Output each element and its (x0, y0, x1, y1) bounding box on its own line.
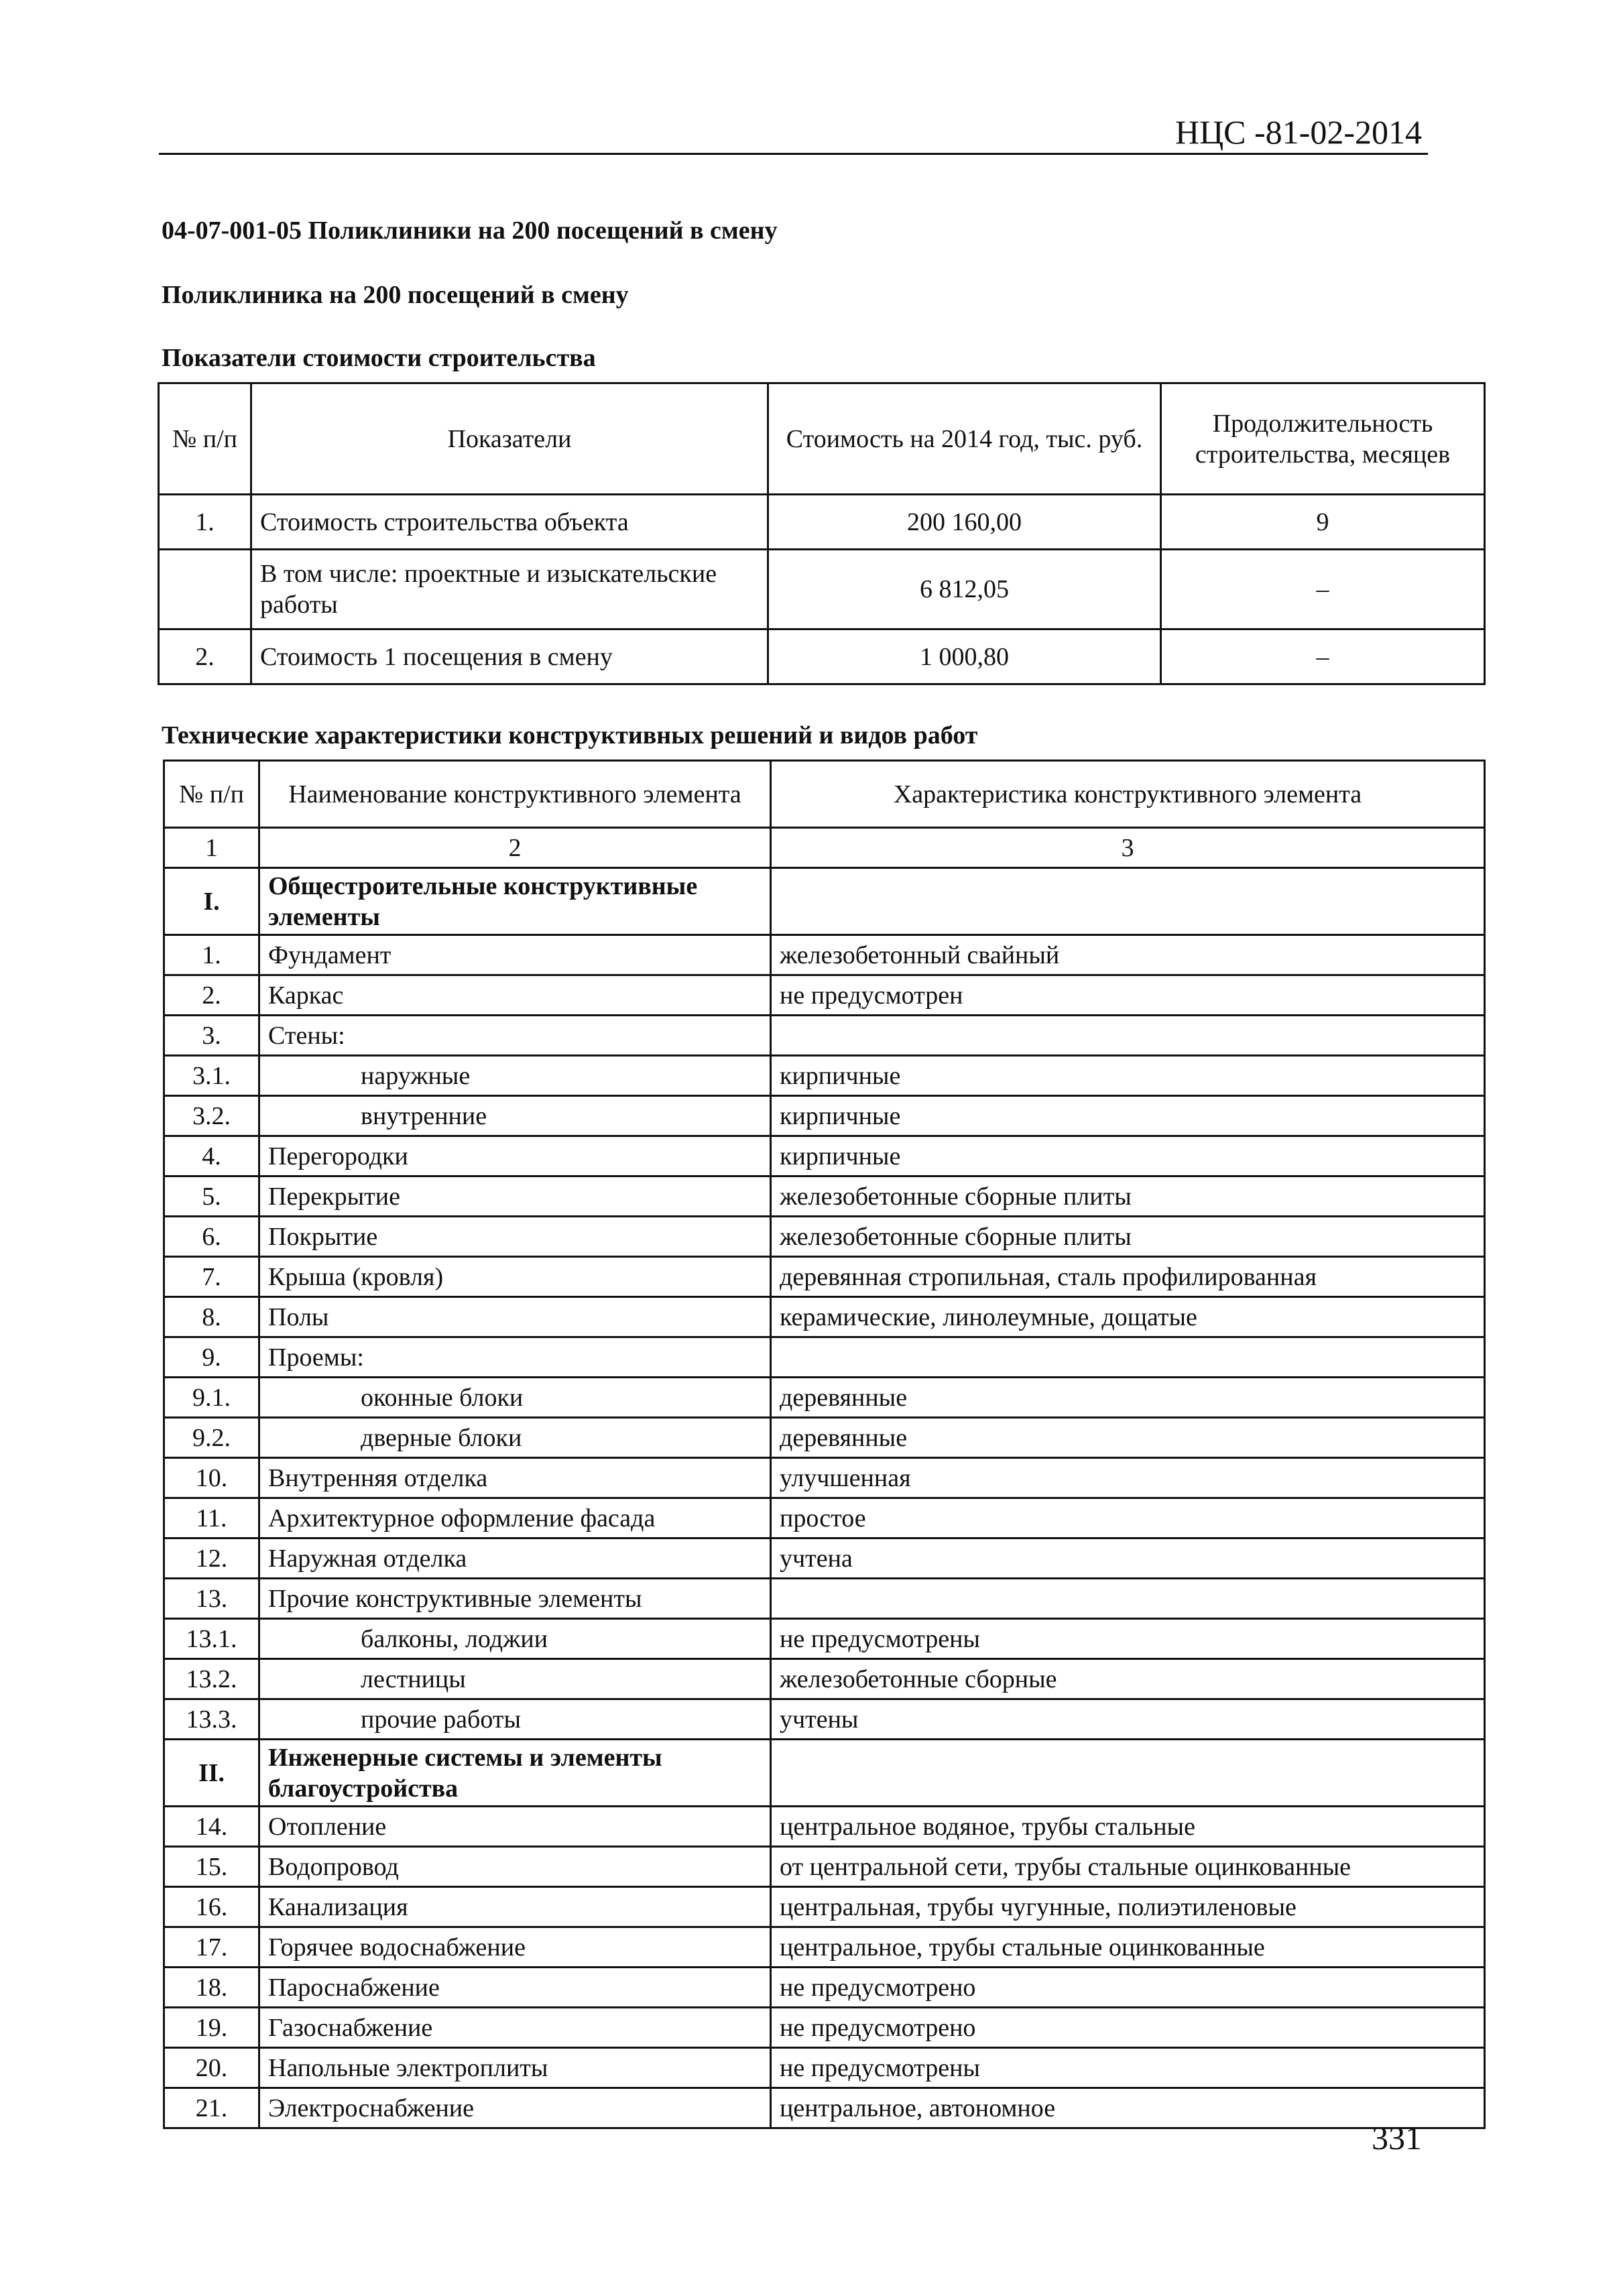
element-name: Проемы: (259, 1337, 771, 1378)
element-characteristic: учтены (771, 1699, 1485, 1740)
table-row (164, 1136, 1485, 1176)
page-number: 331 (1372, 2119, 1422, 2157)
element-characteristic: от центральной сети, трубы стальные оцинкованные (771, 1847, 1485, 1887)
indicator-name: Стоимость строительства объекта (251, 495, 768, 550)
row-number: 19. (164, 2008, 259, 2048)
tech-table (163, 760, 1486, 2129)
row-number: I. (164, 868, 259, 935)
table-row (159, 495, 1485, 550)
header-cell: Продолжительность строительства, месяцев (1161, 383, 1485, 495)
element-name: оконные блоки (259, 1378, 771, 1418)
table-row (164, 1847, 1485, 1887)
element-name: Электроснабжение (259, 2088, 771, 2128)
row-number: 13.1. (164, 1619, 259, 1659)
element-characteristic: улучшенная (771, 1458, 1485, 1498)
row-number: 8. (164, 1297, 259, 1337)
cost-table-header-row (159, 383, 1485, 495)
header-cell: № п/п (164, 761, 259, 828)
element-name: Канализация (259, 1887, 771, 1927)
element-name: Фундамент (259, 935, 771, 975)
row-number: 2. (164, 975, 259, 1016)
table-row (164, 1217, 1485, 1257)
element-characteristic: деревянная стропильная, сталь профилированная (771, 1257, 1485, 1297)
row-number: 4. (164, 1136, 259, 1176)
section-row (164, 868, 1485, 935)
element-name: Пароснабжение (259, 1968, 771, 2008)
row-number: 16. (164, 1887, 259, 1927)
row-number: 13. (164, 1579, 259, 1619)
element-name: внутренние (259, 1096, 771, 1136)
row-number: 3.2. (164, 1096, 259, 1136)
row-number: 7. (164, 1257, 259, 1297)
column-number: 2 (259, 828, 771, 868)
row-number: 1. (159, 495, 251, 550)
table-row (164, 1968, 1485, 2008)
element-name: Наружная отделка (259, 1538, 771, 1579)
row-number: 11. (164, 1498, 259, 1538)
header-cell: Наименование конструктивного элемента (259, 761, 771, 828)
element-name: Прочие конструктивные элементы (259, 1579, 771, 1619)
table-row (164, 1807, 1485, 1847)
table-row (164, 1378, 1485, 1418)
element-name: Инженерные системы и элементы благоустройства (259, 1740, 771, 1807)
element-characteristic: не предусмотрен (771, 975, 1485, 1016)
element-name: Стены: (259, 1016, 771, 1056)
table-row (164, 1887, 1485, 1927)
table-row (164, 935, 1485, 975)
element-name: наружные (259, 1056, 771, 1096)
table-row (164, 2008, 1485, 2048)
element-characteristic: центральная, трубы чугунные, полиэтиленовые (771, 1887, 1485, 1927)
cost-value: 6 812,05 (768, 550, 1161, 629)
header-cell: Стоимость на 2014 год, тыс. руб. (768, 383, 1161, 495)
duration-value: – (1161, 550, 1485, 629)
element-name: Внутренняя отделка (259, 1458, 771, 1498)
element-characteristic (771, 1016, 1485, 1056)
element-characteristic: центральное, автономное (771, 2088, 1485, 2128)
row-number: 6. (164, 1217, 259, 1257)
header-cell: Характеристика конструктивного элемента (771, 761, 1485, 828)
table-row (159, 629, 1485, 684)
element-name: Архитектурное оформление фасада (259, 1498, 771, 1538)
element-characteristic: центральное водяное, трубы стальные (771, 1807, 1485, 1847)
table-row (164, 1538, 1485, 1579)
table-row (164, 2048, 1485, 2088)
element-characteristic: не предусмотрено (771, 2008, 1485, 2048)
table-row (164, 1659, 1485, 1699)
header-divider (159, 153, 1428, 155)
element-characteristic: железобетонный свайный (771, 935, 1485, 975)
element-name: Водопровод (259, 1847, 771, 1887)
element-name: Горячее водоснабжение (259, 1927, 771, 1968)
row-number: 5. (164, 1176, 259, 1217)
column-number: 3 (771, 828, 1485, 868)
row-number: 18. (164, 1968, 259, 2008)
table-row (164, 1699, 1485, 1740)
section-row (164, 1740, 1485, 1807)
cost-table (158, 382, 1486, 685)
object-title: Поликлиника на 200 посещений в смену (162, 281, 629, 309)
element-name: Крыша (кровля) (259, 1257, 771, 1297)
cost-value: 1 000,80 (768, 629, 1161, 684)
document-code: НЦС -81-02-2014 (1175, 113, 1422, 151)
row-number: 1. (164, 935, 259, 975)
duration-value: – (1161, 629, 1485, 684)
table-row (164, 2088, 1485, 2128)
row-number: 12. (164, 1538, 259, 1579)
row-number: 13.3. (164, 1699, 259, 1740)
element-characteristic: керамические, линолеумные, дощатые (771, 1297, 1485, 1337)
element-name: Полы (259, 1297, 771, 1337)
tech-table-header-row (164, 761, 1485, 828)
table-row (164, 1297, 1485, 1337)
element-name: Напольные электроплиты (259, 2048, 771, 2088)
element-name: Газоснабжение (259, 2008, 771, 2048)
table-row (164, 1176, 1485, 1217)
table-row (164, 1096, 1485, 1136)
element-characteristic: деревянные (771, 1418, 1485, 1458)
row-number: 15. (164, 1847, 259, 1887)
element-name: лестницы (259, 1659, 771, 1699)
element-characteristic: железобетонные сборные (771, 1659, 1485, 1699)
row-number: 17. (164, 1927, 259, 1968)
element-name: Каркас (259, 975, 771, 1016)
element-characteristic: не предусмотрено (771, 1968, 1485, 2008)
table-row (164, 1619, 1485, 1659)
element-characteristic (771, 1740, 1485, 1807)
element-name: дверные блоки (259, 1418, 771, 1458)
row-number: 20. (164, 2048, 259, 2088)
element-characteristic (771, 1579, 1485, 1619)
header-cell: Показатели (251, 383, 768, 495)
column-number: 1 (164, 828, 259, 868)
row-number: II. (164, 1740, 259, 1807)
row-number: 2. (159, 629, 251, 684)
row-number: 21. (164, 2088, 259, 2128)
element-characteristic: деревянные (771, 1378, 1485, 1418)
row-number: 10. (164, 1458, 259, 1498)
element-characteristic (771, 1337, 1485, 1378)
table-row (164, 1257, 1485, 1297)
table-row (159, 550, 1485, 629)
element-characteristic: железобетонные сборные плиты (771, 1217, 1485, 1257)
row-number: 9.2. (164, 1418, 259, 1458)
row-number: 13.2. (164, 1659, 259, 1699)
duration-value: 9 (1161, 495, 1485, 550)
table-row (164, 1337, 1485, 1378)
element-characteristic: кирпичные (771, 1096, 1485, 1136)
table-row (164, 1418, 1485, 1458)
element-characteristic: не предусмотрены (771, 1619, 1485, 1659)
table-row (164, 975, 1485, 1016)
table-row (164, 1016, 1485, 1056)
indicator-name: В том числе: проектные и изыскательские работы (251, 550, 768, 629)
indicator-name: Стоимость 1 посещения в смену (251, 629, 768, 684)
element-characteristic: кирпичные (771, 1056, 1485, 1096)
table-row (164, 1927, 1485, 1968)
row-number: 14. (164, 1807, 259, 1847)
element-characteristic: кирпичные (771, 1136, 1485, 1176)
tech-table-heading: Технические характеристики конструктивных решений и видов работ (162, 721, 978, 749)
element-characteristic: не предусмотрены (771, 2048, 1485, 2088)
table-row (164, 1458, 1485, 1498)
element-name: балконы, лоджии (259, 1619, 771, 1659)
table-row (164, 1498, 1485, 1538)
row-number: 9.1. (164, 1378, 259, 1418)
table-row (164, 1579, 1485, 1619)
element-name: прочие работы (259, 1699, 771, 1740)
header-cell: № п/п (159, 383, 251, 495)
element-characteristic: железобетонные сборные плиты (771, 1176, 1485, 1217)
row-number: 9. (164, 1337, 259, 1378)
row-number: 3. (164, 1016, 259, 1056)
column-number-row (164, 828, 1485, 868)
tech-table-body (164, 868, 1485, 2128)
cost-table-heading: Показатели стоимости строительства (162, 344, 596, 372)
section-title: 04-07-001-05 Поликлиники на 200 посещений в смену (162, 217, 778, 245)
element-name: Перегородки (259, 1136, 771, 1176)
element-name: Общестроительные конструктивные элементы (259, 868, 771, 935)
row-number: 3.1. (164, 1056, 259, 1096)
element-characteristic: учтена (771, 1538, 1485, 1579)
element-characteristic: простое (771, 1498, 1485, 1538)
cost-value: 200 160,00 (768, 495, 1161, 550)
element-name: Покрытие (259, 1217, 771, 1257)
row-number (159, 550, 251, 629)
element-characteristic: центральное, трубы стальные оцинкованные (771, 1927, 1485, 1968)
element-name: Отопление (259, 1807, 771, 1847)
table-row (164, 1056, 1485, 1096)
element-characteristic (771, 868, 1485, 935)
element-name: Перекрытие (259, 1176, 771, 1217)
